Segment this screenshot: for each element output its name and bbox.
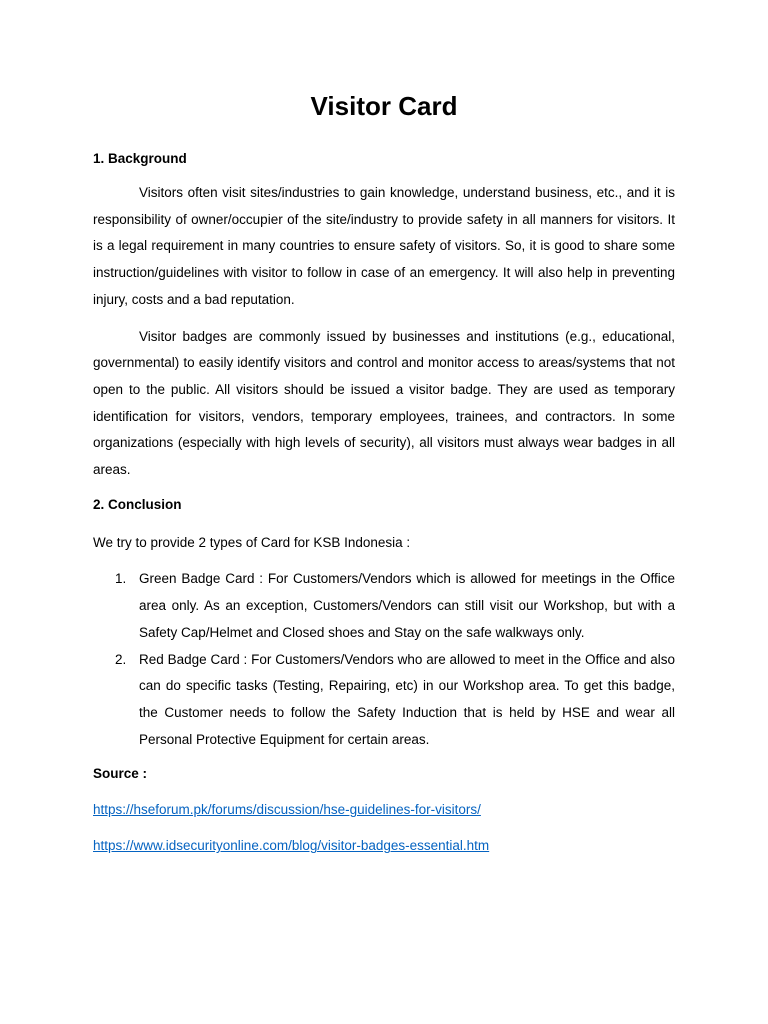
section-heading-background: 1. Background bbox=[93, 151, 187, 166]
source-link-hseforum[interactable]: https://hseforum.pk/forums/discussion/hse-guidelines-for-visitors/ bbox=[93, 802, 481, 818]
source-heading: Source : bbox=[93, 766, 148, 782]
background-paragraph-1: Visitors often visit sites/industries to gain knowledge, understand business, etc., and it is responsibility of owner/occupier of the site/industry to provide safety in all manners for visitors. It is a legal requirement in many countries to ensure safety of visitors. So, it is good to share some instruction/guidelines with visitor to follow in case of an emergency. It will also help in preventing injury, costs and a bad reputation. bbox=[93, 185, 675, 307]
source-link-idsecurityonline[interactable]: https://www.idsecurityonline.com/blog/visitor-badges-essential.htm bbox=[93, 838, 490, 854]
page-title: Visitor Card bbox=[310, 91, 458, 121]
list-item-green-badge bbox=[93, 566, 675, 646]
list-item-text: Green Badge Card : For Customers/Vendors which is allowed for meetings in the Office area only. As an exception, Customers/Vendors can still visit our Workshop, but with a Safety Cap/Helmet and Closed shoes and Stay on the safe walkways only. bbox=[139, 571, 675, 640]
list-number: 1. bbox=[115, 571, 127, 587]
background-paragraph-2: Visitor badges are commonly issued by businesses and institutions (e.g., educational, governmental) to easily identify visitors and control and monitor access to areas/systems that not open to the public. All visitors should be issued a visitor badge. They are used as temporary identification for visitors, vendors, temporary employees, trainees, and contractors. In some organizations (especially with high levels of security), all visitors must always wear badges in all areas. bbox=[93, 328, 675, 478]
card-type-list bbox=[93, 566, 675, 753]
conclusion-intro: We try to provide 2 types of Card for KSB Indonesia : bbox=[93, 534, 411, 550]
list-item-red-badge bbox=[93, 647, 675, 754]
list-item-text: Red Badge Card : For Customers/Vendors who are allowed to meet in the Office and also can do specific tasks (Testing, Repairing, etc) in our Workshop area. To get this badge, the Customer needs to follow the Safety Induction that is held by HSE and wear all Personal Protective Equipment for certain areas. bbox=[139, 651, 675, 747]
list-number: 2. bbox=[115, 651, 127, 667]
document-body bbox=[93, 148, 675, 857]
section-heading-conclusion: 2. Conclusion bbox=[93, 496, 182, 512]
